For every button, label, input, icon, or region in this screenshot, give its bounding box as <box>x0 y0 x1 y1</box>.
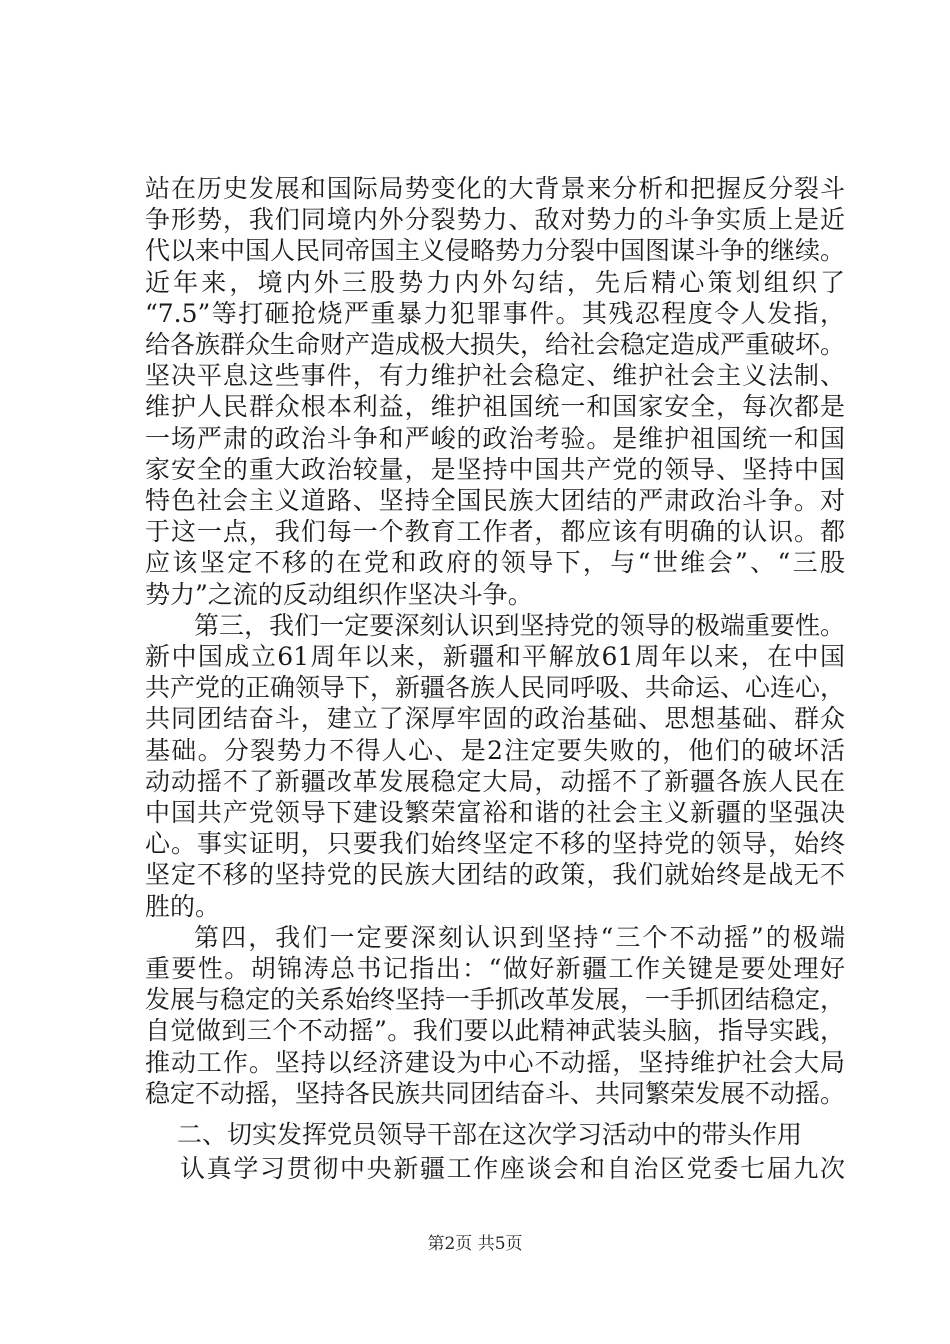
text-line: 维护人民群众根本利益，维护祖国统一和国家安全，每次都是 <box>145 392 845 422</box>
text-line: 应该坚定不移的在党和政府的领导下，与“世维会”、“三股 <box>145 548 845 578</box>
text-line: 一场严肃的政治斗争和严峻的政治考验。是维护祖国统一和国 <box>145 423 845 453</box>
text-line: 动动摇不了新疆改革发展稳定大局，动摇不了新疆各族人民在 <box>145 766 845 796</box>
page-number-footer: 第2页 共5页 <box>427 1234 523 1254</box>
text-line: 稳定不动摇，坚持各民族共同团结奋斗、共同繁荣发展不动摇。 <box>145 1078 845 1108</box>
text-line: 代以来中国人民同帝国主义侵略势力分裂中国图谋斗争的继续。 <box>145 236 845 266</box>
text-line: 共产党的正确领导下，新疆各族人民同呼吸、共命运、心连心， <box>145 673 845 703</box>
paragraph-start-line: 第三，我们一定要深刻认识到坚持党的领导的极端重要性。 <box>194 610 845 640</box>
text-line: 基础。分裂势力不得人心、是2注定要失败的，他们的破坏活 <box>145 735 845 765</box>
text-line: 于这一点，我们每一个教育工作者，都应该有明确的认识。都 <box>145 517 845 547</box>
text-line: 中国共产党领导下建设繁荣富裕和谐的社会主义新疆的坚强决 <box>145 798 845 827</box>
text-line: 共同团结奋斗，建立了深厚牢固的政治基础、思想基础、群众 <box>145 704 845 734</box>
text-line: 自觉做到三个不动摇”。我们要以此精神武装头脑，指导实践， <box>145 1016 845 1046</box>
text-line: 站在历史发展和国际局势变化的大背景来分析和把握反分裂斗 <box>145 174 845 203</box>
paragraph-start-line: 认真学习贯彻中央新疆工作座谈会和自治区党委七届九次 <box>180 1154 845 1183</box>
text-line: 新中国成立61周年以来，新疆和平解放61周年以来，在中国 <box>145 642 845 671</box>
text-line: 给各族群众生命财产造成极大损失，给社会稳定造成严重破坏。 <box>145 330 845 359</box>
section-heading: 二、切实发挥党员领导干部在这次学习活动中的带头作用 <box>177 1120 803 1149</box>
text-line: 近年来，境内外三股势力内外勾结，先后精心策划组织了 <box>145 267 845 297</box>
text-line: 发展与稳定的关系始终坚持一手抓改革发展，一手抓团结稳定， <box>145 985 845 1015</box>
text-line: 胜的。 <box>145 891 221 921</box>
paragraph-start-line: 第四，我们一定要深刻认识到坚持“三个不动摇”的极端 <box>194 922 845 952</box>
text-line: 势力”之流的反动组织作坚决斗争。 <box>145 579 533 609</box>
text-line: 争形势，我们同境内外分裂势力、敌对势力的斗争实质上是近 <box>145 205 845 235</box>
text-line: “7.5”等打砸抢烧严重暴力犯罪事件。其残忍程度令人发指， <box>145 298 845 328</box>
text-line: 特色社会主义道路、坚持全国民族大团结的严肃政治斗争。对 <box>145 486 845 515</box>
text-line: 坚定不移的坚持党的民族大团结的政策，我们就始终是战无不 <box>145 860 845 890</box>
text-line: 推动工作。坚持以经济建设为中心不动摇，坚持维护社会大局 <box>145 1047 845 1077</box>
text-line: 坚决平息这些事件，有力维护社会稳定、维护社会主义法制、 <box>145 361 845 391</box>
text-line: 家安全的重大政治较量，是坚持中国共产党的领导、坚持中国 <box>145 454 845 484</box>
text-line: 心。事实证明，只要我们始终坚定不移的坚持党的领导，始终 <box>145 829 845 859</box>
text-line: 重要性。胡锦涛总书记指出：“做好新疆工作关键是要处理好 <box>145 954 845 983</box>
